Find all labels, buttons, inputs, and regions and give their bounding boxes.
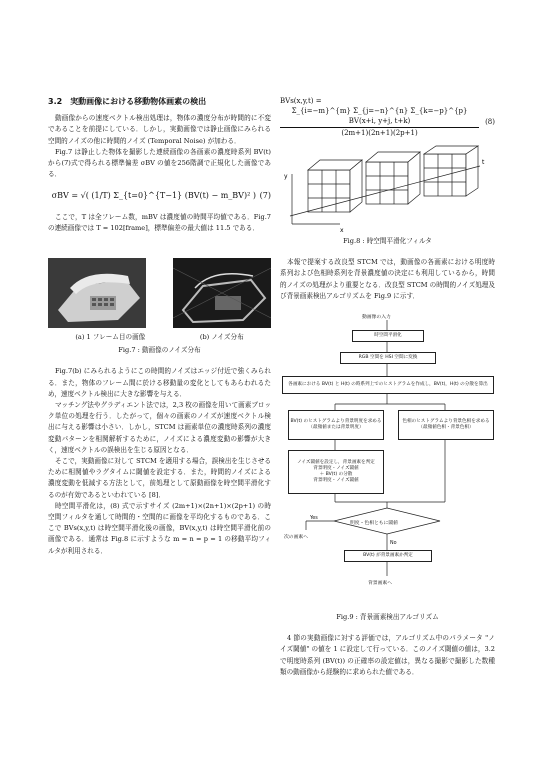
flow-step-hsi-conversion: RGB 空間を HSI 空間に変換	[340, 352, 436, 364]
paragraph: 動画像からの速度ベクトル検出処理は，物体の濃度分布が時間的に不変であることを前提にしている．しかし，実動画像では静止画像にみられる空間的ノイズの他に時間的ノイズ (Temporal Noise) が加わる．	[48, 114, 271, 145]
paragraph: Fig.7 は静止した物体を撮影した連続画像の各画素の濃度時系列 BV(t) から(7)式で得られる標準偏差 σBV の値を256階調で正規化した画像である．	[48, 147, 271, 179]
flow-step-noise-threshold: ノイズ閾値を設定し，背景画素を判定 背景明度・ノイズ閾値 ＋ BV(t) の分散 背景明度・ノイズ閾値	[288, 450, 384, 494]
paragraph: 時空間平滑化は，(8) 式で示すサイズ (2m+1)×(2n+1)×(2p+1) の時空間フィルタを通して時間的・空間的に画像を平均化するものである．ここで BVs(x,y,t) は時空間平滑化後の画像，BV(x,y,t) は時空間平滑化前の画像である．通常は Fig.8 に示すような m = n = p = 1 の移動平均フィルタが利用される．	[48, 501, 271, 555]
flow-no-label: No	[390, 541, 397, 547]
subcaption-b: (b) ノイズ分布	[199, 333, 244, 342]
equation-rhs: √( (1/T) Σ_{t=0}^{T−1} (BV(t) − m_BV)² )	[80, 191, 256, 201]
figure-8-caption: Fig.8 : 時空間平滑化フィルタ	[343, 237, 432, 245]
equation-7	[48, 190, 271, 201]
equation-8-numerator: Σ_{i=−m}^{m} Σ_{j=−n}^{n} Σ_{k=−p}^{p} BV(x+i, y+j, t+k)	[280, 106, 479, 128]
flow-step-smoothing: 時空間平滑化	[352, 330, 424, 342]
figure-7-caption: Fig.7 : 動画像のノイズ分布	[118, 346, 201, 355]
axis-y-label: y	[284, 173, 288, 180]
equation-8-lhs: BVs(x,y,t) =	[280, 97, 322, 105]
equation-number: (7)	[259, 191, 271, 201]
flow-step-histogram: 各画素における BV(t) と H(t) の時系列上でのヒストグラムを作成し，BV(t)，H(t) の分散を算出	[282, 376, 494, 394]
paragraph: 本報で提案する改良型 STCM では，動画像の各画素における明度時系列および色相時系列を背景濃度値の決定にも利用しているから，時間的ノイズの処理がより重要となる．改良型 STCM の時間的ノイズ処理及び背景画素検出アルゴリズムを Fig.9 に示す．	[280, 258, 495, 300]
flow-yes-label: Yes	[310, 516, 318, 522]
flow-step-background-brightness: BV(t) のヒストグラムより背景明度を求める（最頻値または背景明度）	[288, 410, 384, 440]
axis-x-label: x	[340, 227, 344, 234]
flow-next-pixel: 次の画素へ	[284, 535, 308, 541]
flow-step-background-hue: 色相のヒストグラムより背景色相を求める（最頻値色相・背景色相）	[398, 410, 494, 440]
noise-image	[173, 258, 271, 328]
flow-start-label: 動画像の入力	[362, 315, 391, 321]
paragraph: そこで，実動画像に対して STCM を適用する場合，誤検出を生じさせるために相関値やラグタイムに閾値を設定する．また，時間的ノイズによる濃度変動を低減する方法として，前処理として原動画像を時空間平滑化するのが有効であるといわれている [8]．	[48, 457, 271, 499]
equation-number: (8)	[485, 118, 495, 126]
photo-first-frame	[48, 258, 146, 328]
figure-7	[48, 258, 271, 328]
figure-9-flowchart	[280, 310, 495, 610]
figure-8-filter-diagram	[280, 144, 495, 234]
photo-noise-distribution	[173, 258, 271, 328]
flow-step-judge: BV(t) が背景画素か判定	[344, 550, 432, 562]
equation-8-denominator: (2m+1)(2n+1)(2p+1)	[341, 129, 418, 137]
left-column	[48, 96, 271, 557]
flow-decision: 明度・色相ともに閾値	[350, 521, 398, 527]
figure-9-caption: Fig.9 : 背景画素検出アルゴリズム	[336, 613, 439, 622]
right-column	[280, 96, 495, 678]
paragraph: 4 節の実動画像に対する評価では，アルゴリズム中のパラメータ "ノイズ閾値" の値を 1 に設定して行っている．このノイズ閾値の値は，3.2 で明度時系列 (BV(t)) の正確率の設定値は，異なる撮影で撮影した数種類の動画像から経験的に求められた値である．	[280, 634, 495, 676]
axis-t-label: t	[482, 159, 485, 166]
equation-lhs: σBV =	[51, 191, 79, 201]
paragraph: マッチング法やグラディエント法では，2,3 枚の画像を用いて画素ブロック単位の処理を行う．したがって，個々の画素のノイズが速度ベクトル検出に与える影響は小さい．しかし，STCM は画素単位の濃度時系列の濃度変動パターンを相関解析するために，ノイズによる濃度変動の影響が大きく，速度ベクトルの誤検出を生じる原因となる．	[48, 401, 271, 454]
paragraph: Fig.7(b) にみられるようにこの時間的ノイズはエッジ付近で強くみられる．また，物体のフレーム間に於ける移動量の変化としてもあらわれるため，速度ベクトル検出に大きな影響を与える．	[48, 367, 271, 398]
paragraph: ここで，T は全フレーム数，mBV は濃度値の時間平均値である．Fig.7 の連続画像では T = 102[frame]，標準偏差の最大値は 11.5 である．	[48, 212, 271, 232]
section-title: 3.2 実動画像における移動物体画素の検出	[48, 97, 207, 106]
telephone-image	[48, 258, 146, 328]
flow-end-label: 背景画素へ	[368, 581, 392, 587]
equation-8	[280, 96, 495, 138]
figure-7-subcaptions	[48, 332, 271, 343]
subcaption-a: (a) 1 フレーム目の画像	[75, 333, 146, 342]
